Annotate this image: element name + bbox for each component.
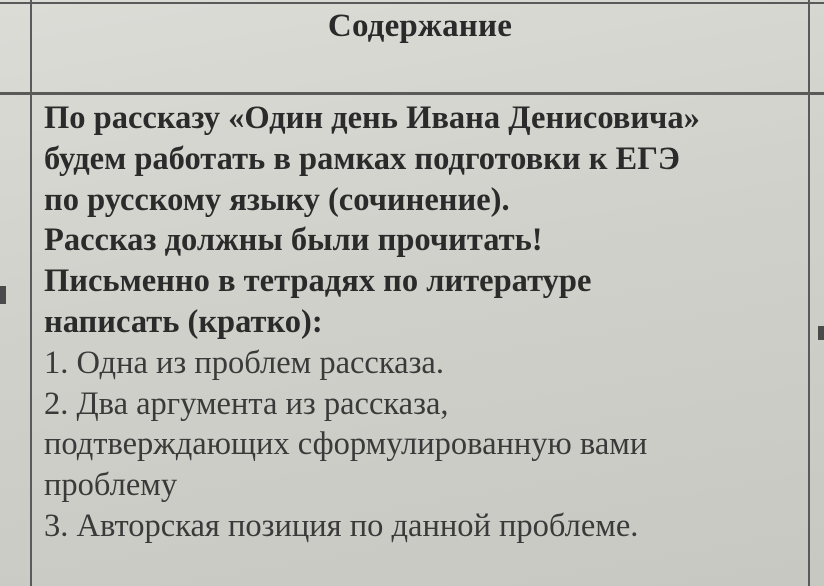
left-edge-mark xyxy=(0,286,6,304)
table-header: Содержание xyxy=(327,8,513,44)
content-line: По рассказу «Один день Ивана Денисовича» xyxy=(44,100,700,136)
table-left-border xyxy=(30,0,32,586)
content-line: Письменно в тетрадях по литературе xyxy=(44,263,592,300)
content-line: будем работать в рамках подготовки к ЕГЭ xyxy=(44,140,680,177)
content-line: проблему xyxy=(44,467,178,504)
content-line: Рассказ должны были прочитать! xyxy=(44,222,543,259)
content-line: 3. Авторская позиция по данной проблеме. xyxy=(44,507,639,544)
table-header-cell xyxy=(32,0,808,58)
content-line: написать (кратко): xyxy=(44,303,323,340)
right-edge-mark xyxy=(818,326,824,340)
table-right-border xyxy=(808,0,810,586)
content-line: 1. Одна из проблем рассказа. xyxy=(44,344,444,381)
content-line: 2. Два аргумента из рассказа, xyxy=(44,385,449,422)
content-line: подтверждающих сформулированную вами xyxy=(44,426,648,463)
header-row-divider xyxy=(0,92,824,95)
content-line: по русскому языку (сочинение). xyxy=(44,181,510,218)
content-cell xyxy=(44,98,804,547)
